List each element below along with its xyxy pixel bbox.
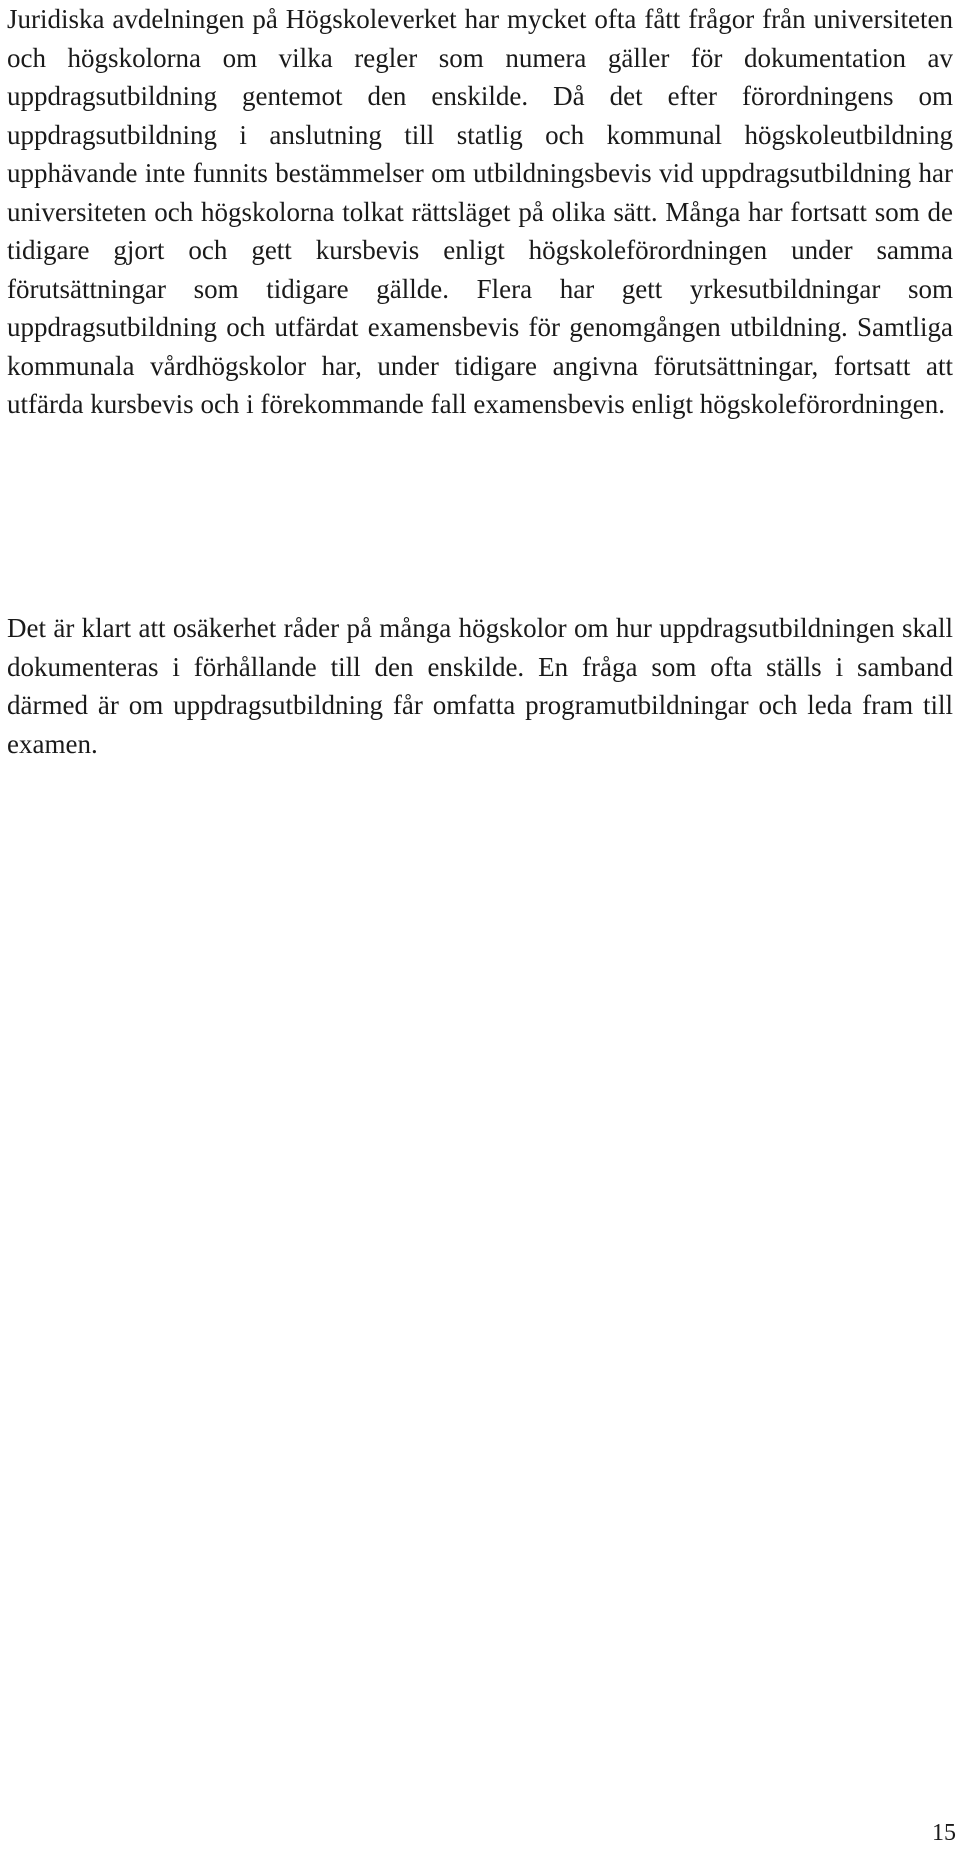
page-number: 15 (932, 1820, 956, 1846)
body-paragraph-1: Juridiska avdelningen på Högskoleverket har mycket ofta fått frågor från universiteten och högskolorna om vilka regler som numera gäller för dokumentation av uppdragsutbildning gentemot den enskilde. Då det efter förordningens om uppdragsutbildning i anslutning till statlig och kommunal högskoleutbildning upphävande inte funnits bestämmelser om utbildningsbevis vid uppdragsutbildning har universiteten och högskolorna tolkat rättsläget på olika sätt. Många har fortsatt som de tidigare gjort och gett kursbevis enligt högskoleförordningen under samma förutsättningar som tidigare gällde. Flera har gett yrkesutbildningar som uppdragsutbildning och utfärdat examensbevis för genomgången utbildning. Samtliga kommunala vårdhögskolor har, under tidigare angivna förutsättningar, fortsatt att utfärda kursbevis och i förekommande fall examensbevis enligt högskoleförordningen. (7, 4, 953, 419)
body-paragraph-2: Det är klart att osäkerhet råder på många högskolor om hur uppdragsutbildningen skall dokumenteras i förhållande till den enskilde. En fråga som ofta ställs i samband därmed är om uppdragsutbildning får omfatta programutbildningar och leda fram till examen. (7, 613, 953, 759)
